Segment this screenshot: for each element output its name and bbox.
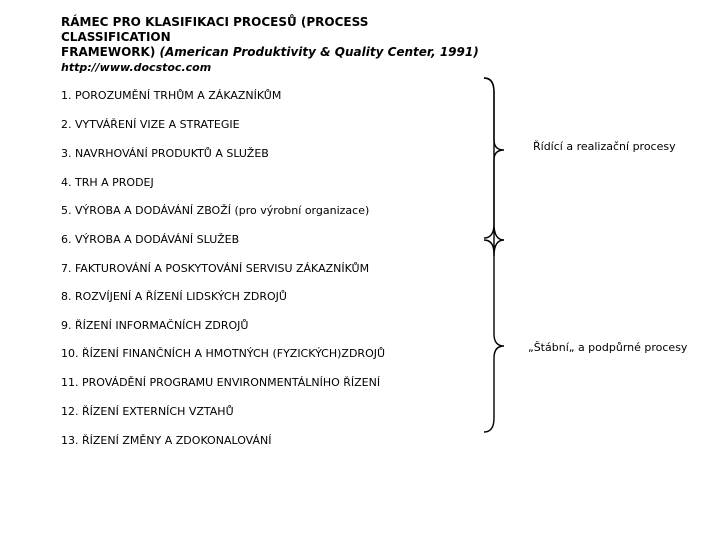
- document-header: [61, 15, 481, 75]
- title-source-citation: (American Produktivity & Quality Center, 1991): [159, 45, 479, 59]
- title-line-1: RÁMEC PRO KLASIFIKACI PROCESŮ (PROCESS CLASSIFICATION: [61, 15, 369, 44]
- list-item-note: (pro výrobní organizace): [234, 204, 370, 217]
- list-item: 11. PROVÁDĚNÍ PROGRAMU ENVIRONMENTÁLNÍHO ŘÍZENÍ: [61, 376, 381, 389]
- group-label-support-processes: „Štábní„ a podpůrné procesy: [528, 341, 688, 354]
- list-item: 4. TRH A PRODEJ: [61, 176, 154, 189]
- list-item: 12. ŘÍZENÍ EXTERNÍCH VZTAHŮ: [61, 405, 234, 418]
- list-item: 7. FAKTUROVÁNÍ A POSKYTOVÁNÍ SERVISU ZÁKAZNÍKŮM: [61, 262, 370, 275]
- list-item: 9. ŘÍZENÍ INFORMAČNÍCH ZDROJŮ: [61, 319, 249, 332]
- source-url: http://www.docstoc.com: [61, 61, 212, 74]
- title-line-2-prefix: FRAMEWORK): [61, 45, 160, 59]
- grouping-brace: [480, 76, 520, 438]
- upper-brace-body: [484, 78, 504, 238]
- document-title: [61, 15, 481, 60]
- group-label-core-processes: Řídící a realizační procesy: [533, 140, 676, 153]
- lower-brace-body: [484, 240, 504, 432]
- list-item: 1. POROZUMĚNÍ TRHŮM A ZÁKAZNÍKŮM: [61, 89, 282, 102]
- list-item: 2. VYTVÁŘENÍ VIZE A STRATEGIE: [61, 118, 240, 131]
- list-item: 13. ŘÍZENÍ ZMĚNY A ZDOKONALOVÁNÍ: [61, 434, 272, 447]
- list-item: 5. VÝROBA A DODÁVÁNÍ ZBOŽÍ (pro výrobní organizace): [61, 204, 370, 217]
- list-item: 6. VÝROBA A DODÁVÁNÍ SLUŽEB: [61, 233, 240, 246]
- list-item: 3. NAVRHOVÁNÍ PRODUKTŮ A SLUŽEB: [61, 147, 269, 160]
- list-item: 10. ŘÍZENÍ FINANČNÍCH A HMOTNÝCH (FYZICKÝCH)ZDROJŮ: [61, 347, 386, 360]
- list-item: 8. ROZVÍJENÍ A ŘÍZENÍ LIDSKÝCH ZDROJŮ: [61, 290, 287, 303]
